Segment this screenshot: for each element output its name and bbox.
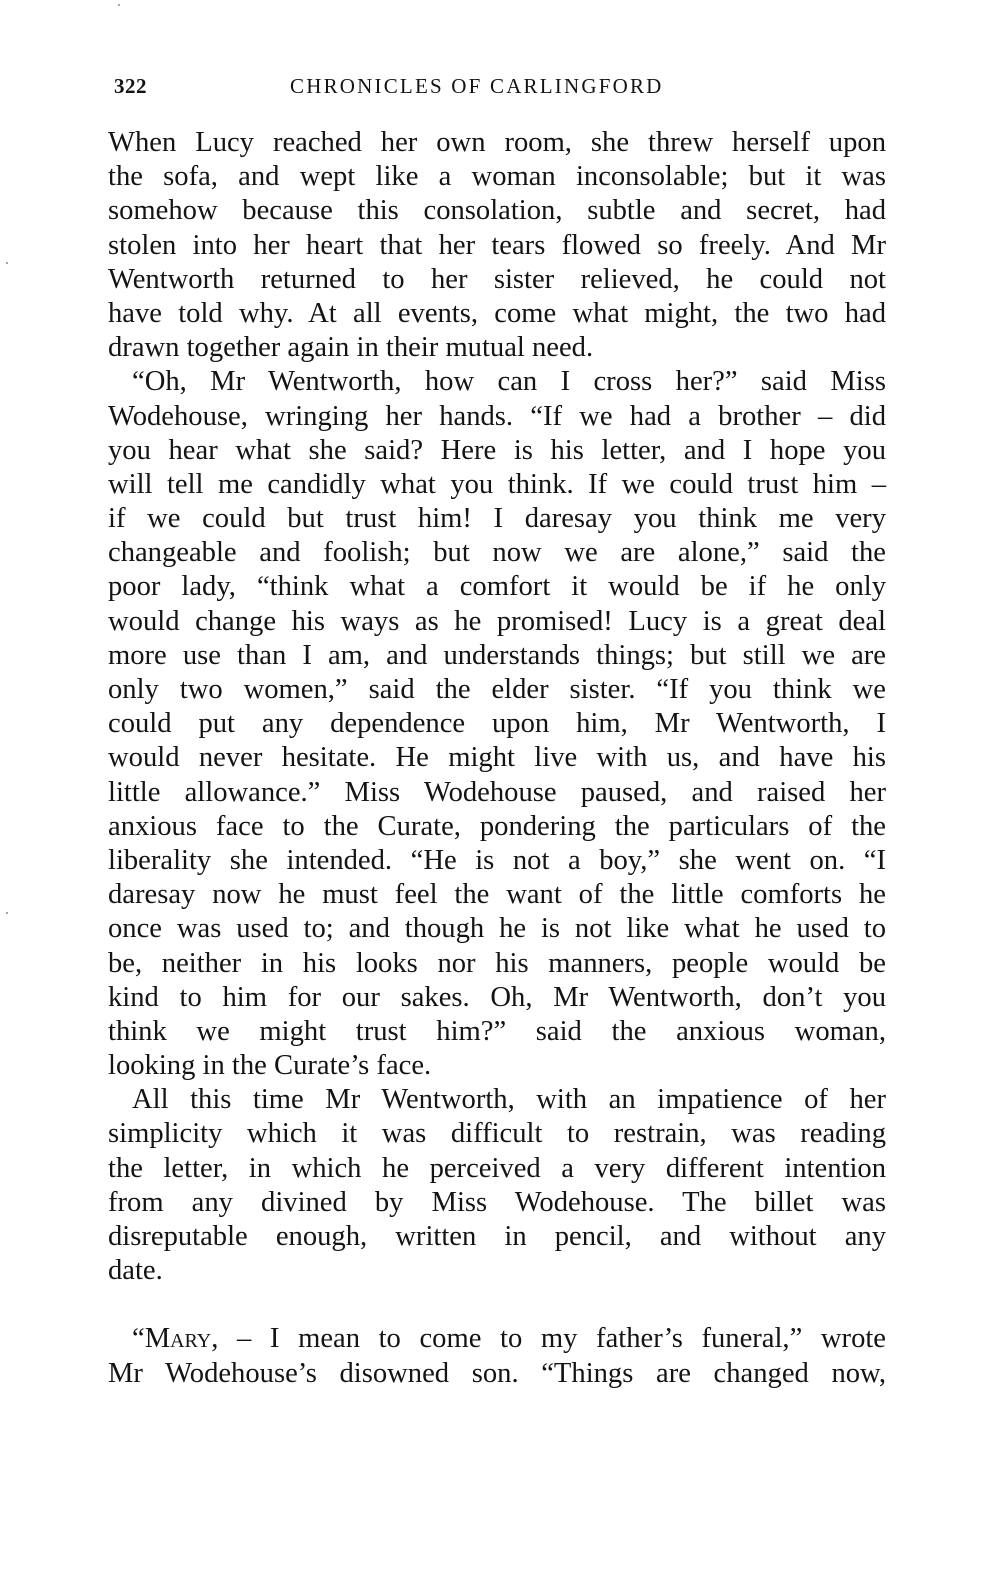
- text-line: more use than I am, and understands things; but still we are: [108, 639, 886, 671]
- text-line: Mr Wodehouse’s disowned son. “Things are changed now,: [108, 1357, 886, 1389]
- text-line: poor lady, “think what a comfort it would be if he only: [108, 571, 886, 603]
- text-line: the sofa, and wept like a woman inconsolable; but it was: [108, 161, 886, 193]
- text-line: liberality she intended. “He is not a boy,” she went on. “I: [108, 844, 886, 876]
- text-line: will tell me candidly what you think. If we could trust him –: [108, 468, 886, 500]
- text-line: from any divined by Miss Wodehouse. The billet was: [108, 1186, 886, 1218]
- page-number: 322: [114, 74, 147, 98]
- text-line: disreputable enough, written in pencil, and without any: [108, 1221, 886, 1252]
- text-line: “Oh, Mr Wentworth, how can I cross her?” said Miss: [132, 366, 886, 398]
- text-line: kind to him for our sakes. Oh, Mr Wentworth, don’t you: [108, 981, 886, 1013]
- text-line: somehow because this consolation, subtle and secret, had: [108, 195, 886, 227]
- paragraph-gap: [108, 1288, 886, 1322]
- text-line: once was used to; and though he is not like what he used to: [108, 913, 886, 945]
- text-line: you hear what she said? Here is his letter, and I hope you: [108, 434, 886, 466]
- text-line: Wodehouse, wringing her hands. “If we had a brother – did: [108, 400, 886, 432]
- text-line: little allowance.” Miss Wodehouse paused, and raised her: [108, 776, 886, 808]
- text-line: drawn together again in their mutual need.: [108, 332, 594, 364]
- text-line: have told why. At all events, come what might, the two had: [108, 297, 886, 329]
- text-line: stolen into her heart that her tears flowed so freely. And Mr: [108, 229, 886, 261]
- text-line: simplicity which it was difficult to restrain, was reading: [108, 1118, 886, 1150]
- scan-mark: [118, 4, 120, 6]
- body-text: [108, 126, 886, 1391]
- text-line: could put any dependence upon him, Mr Wentworth, I: [108, 708, 886, 740]
- scan-mark: [6, 912, 8, 914]
- text-line: would never hesitate. He might live with us, and have his: [108, 742, 886, 774]
- text-line: date.: [108, 1255, 163, 1287]
- text-line: think we might trust him?” said the anxious woman,: [108, 1015, 886, 1047]
- book-title: CHRONICLES OF CARLINGFORD: [290, 74, 664, 98]
- text-line: Wentworth returned to her sister relieved, he could not: [108, 263, 886, 295]
- text-line: be, neither in his looks nor his manners, people would be: [108, 947, 886, 979]
- text-line: if we could but trust him! I daresay you think me very: [108, 503, 886, 535]
- text-line-rest: – I mean to come to my father’s funeral,” wrote: [218, 1323, 886, 1355]
- letter-salutation: “Mary,: [132, 1323, 219, 1355]
- text-line: All this time Mr Wentworth, with an impatience of her: [132, 1084, 886, 1116]
- text-line: looking in the Curate’s face.: [108, 1050, 432, 1082]
- text-line: [108, 1322, 886, 1356]
- text-line: changeable and foolish; but now we are alone,” said the: [108, 537, 886, 569]
- text-line: would change his ways as he promised! Lucy is a great deal: [108, 605, 886, 637]
- text-line: When Lucy reached her own room, she threw herself upon: [108, 127, 886, 158]
- text-line: the letter, in which he perceived a very different intention: [108, 1152, 886, 1184]
- running-head: [114, 74, 886, 108]
- text-line: only two women,” said the elder sister. “If you think we: [108, 674, 886, 705]
- scan-mark: [6, 262, 8, 264]
- text-line: daresay now he must feel the want of the little comforts he: [108, 879, 886, 911]
- text-line: anxious face to the Curate, pondering the particulars of the: [108, 810, 886, 842]
